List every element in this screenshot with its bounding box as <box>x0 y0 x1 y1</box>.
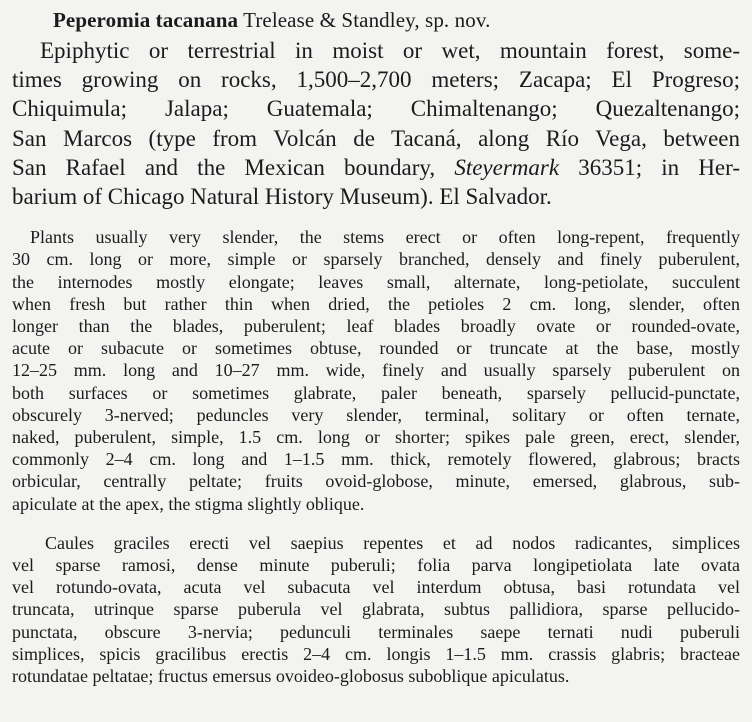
latin-line: rotundatae peltatae; fructus emersus ovoideo-globosus suboblique apiculatus. <box>12 666 570 687</box>
latin-line: vel sparse ramosi, dense minute puberuli; folia parva longipetiolata late ovata <box>12 555 740 576</box>
species-heading <box>53 6 740 34</box>
latin-line: truncata, utrinque sparse puberula vel glabrata, subtus pallidiora, sparse pellucido- <box>12 599 740 620</box>
distribution-line: San Marcos (type from Volcán de Tacaná, along Río Vega, between <box>12 125 740 151</box>
latin-line: vel rotundo-ovata, acuta vel subacuta vel interdum obtusa, basi rotundata vel <box>12 577 740 598</box>
description-paragraph <box>12 226 740 515</box>
description-line: 12–25 mm. long and 10–27 mm. wide, finely and usually sparsely puberulent on <box>12 360 740 381</box>
description-line: naked, puberulent, simple, 1.5 cm. long or shorter; spikes pale green, erect, slender, <box>12 427 740 448</box>
species-authority: Trelease & Standley, sp. nov. <box>243 8 491 32</box>
description-line: both surfaces or sometimes glabrate, paler beneath, sparsely pellucid-punctate, <box>12 382 740 403</box>
latin-line: Caules graciles erecti vel saepius repentes et ad nodos radicantes, simplices <box>45 532 740 553</box>
description-line: obscurely 3-nerved; peduncles very slender, terminal, solitary or often ternate, <box>12 404 740 425</box>
latin-line: punctata, obscure 3-nervia; pedunculi terminales saepe ternati nudi puberuli <box>12 621 740 642</box>
species-name: Peperomia tacanana <box>53 8 239 32</box>
latin-line: simplices, spicis gracilibus erectis 2–4 cm. longis 1–1.5 mm. crassis glabris; bracteae <box>12 643 740 664</box>
description-line: acute or subacute or sometimes obtuse, rounded or truncate at the base, mostly <box>12 338 740 359</box>
distribution-line: Chiquimula; Jalapa; Guatemala; Chimaltenango; Quezaltenango; <box>12 96 740 122</box>
description-line: the internodes mostly elongate; leaves small, alternate, long-petiolate, succulent <box>12 271 740 292</box>
description-line: commonly 2–4 cm. long and 1–1.5 mm. thick, remotely flowered, glabrous; bracts <box>12 449 740 470</box>
description-line: longer than the blades, puberulent; leaf blades broadly ovate or rounded-ovate, <box>12 316 740 337</box>
distribution-line-text: San Rafael and the Mexican boundary, <box>12 154 436 180</box>
distribution-line: barium of Chicago Natural History Museum). El Salvador. <box>12 184 552 210</box>
distribution-type-line <box>12 153 740 182</box>
description-line: when fresh but rather thin when dried, the petioles 2 cm. long, slender, often <box>12 293 740 314</box>
description-line: Plants usually very slender, the stems erect or often long-repent, frequently <box>30 227 740 248</box>
collector-name: Steyermark <box>454 154 560 180</box>
distribution-line: Epiphytic or terrestrial in moist or wet, mountain forest, some- <box>40 38 740 63</box>
description-line: orbicular, centrally peltate; fruits ovoid-globose, minute, emersed, glabrous, sub- <box>12 471 740 492</box>
distribution-paragraph <box>12 36 740 211</box>
distribution-line: times growing on rocks, 1,500–2,700 meters; Zacapa; El Progreso; <box>12 67 740 93</box>
latin-diagnosis-paragraph <box>12 532 740 687</box>
collection-number: 36351; in Her- <box>578 154 740 180</box>
description-line: 30 cm. long or more, simple or sparsely branched, densely and finely puberulent, <box>12 249 740 270</box>
description-line: apiculate at the apex, the stigma slightly oblique. <box>12 493 365 514</box>
